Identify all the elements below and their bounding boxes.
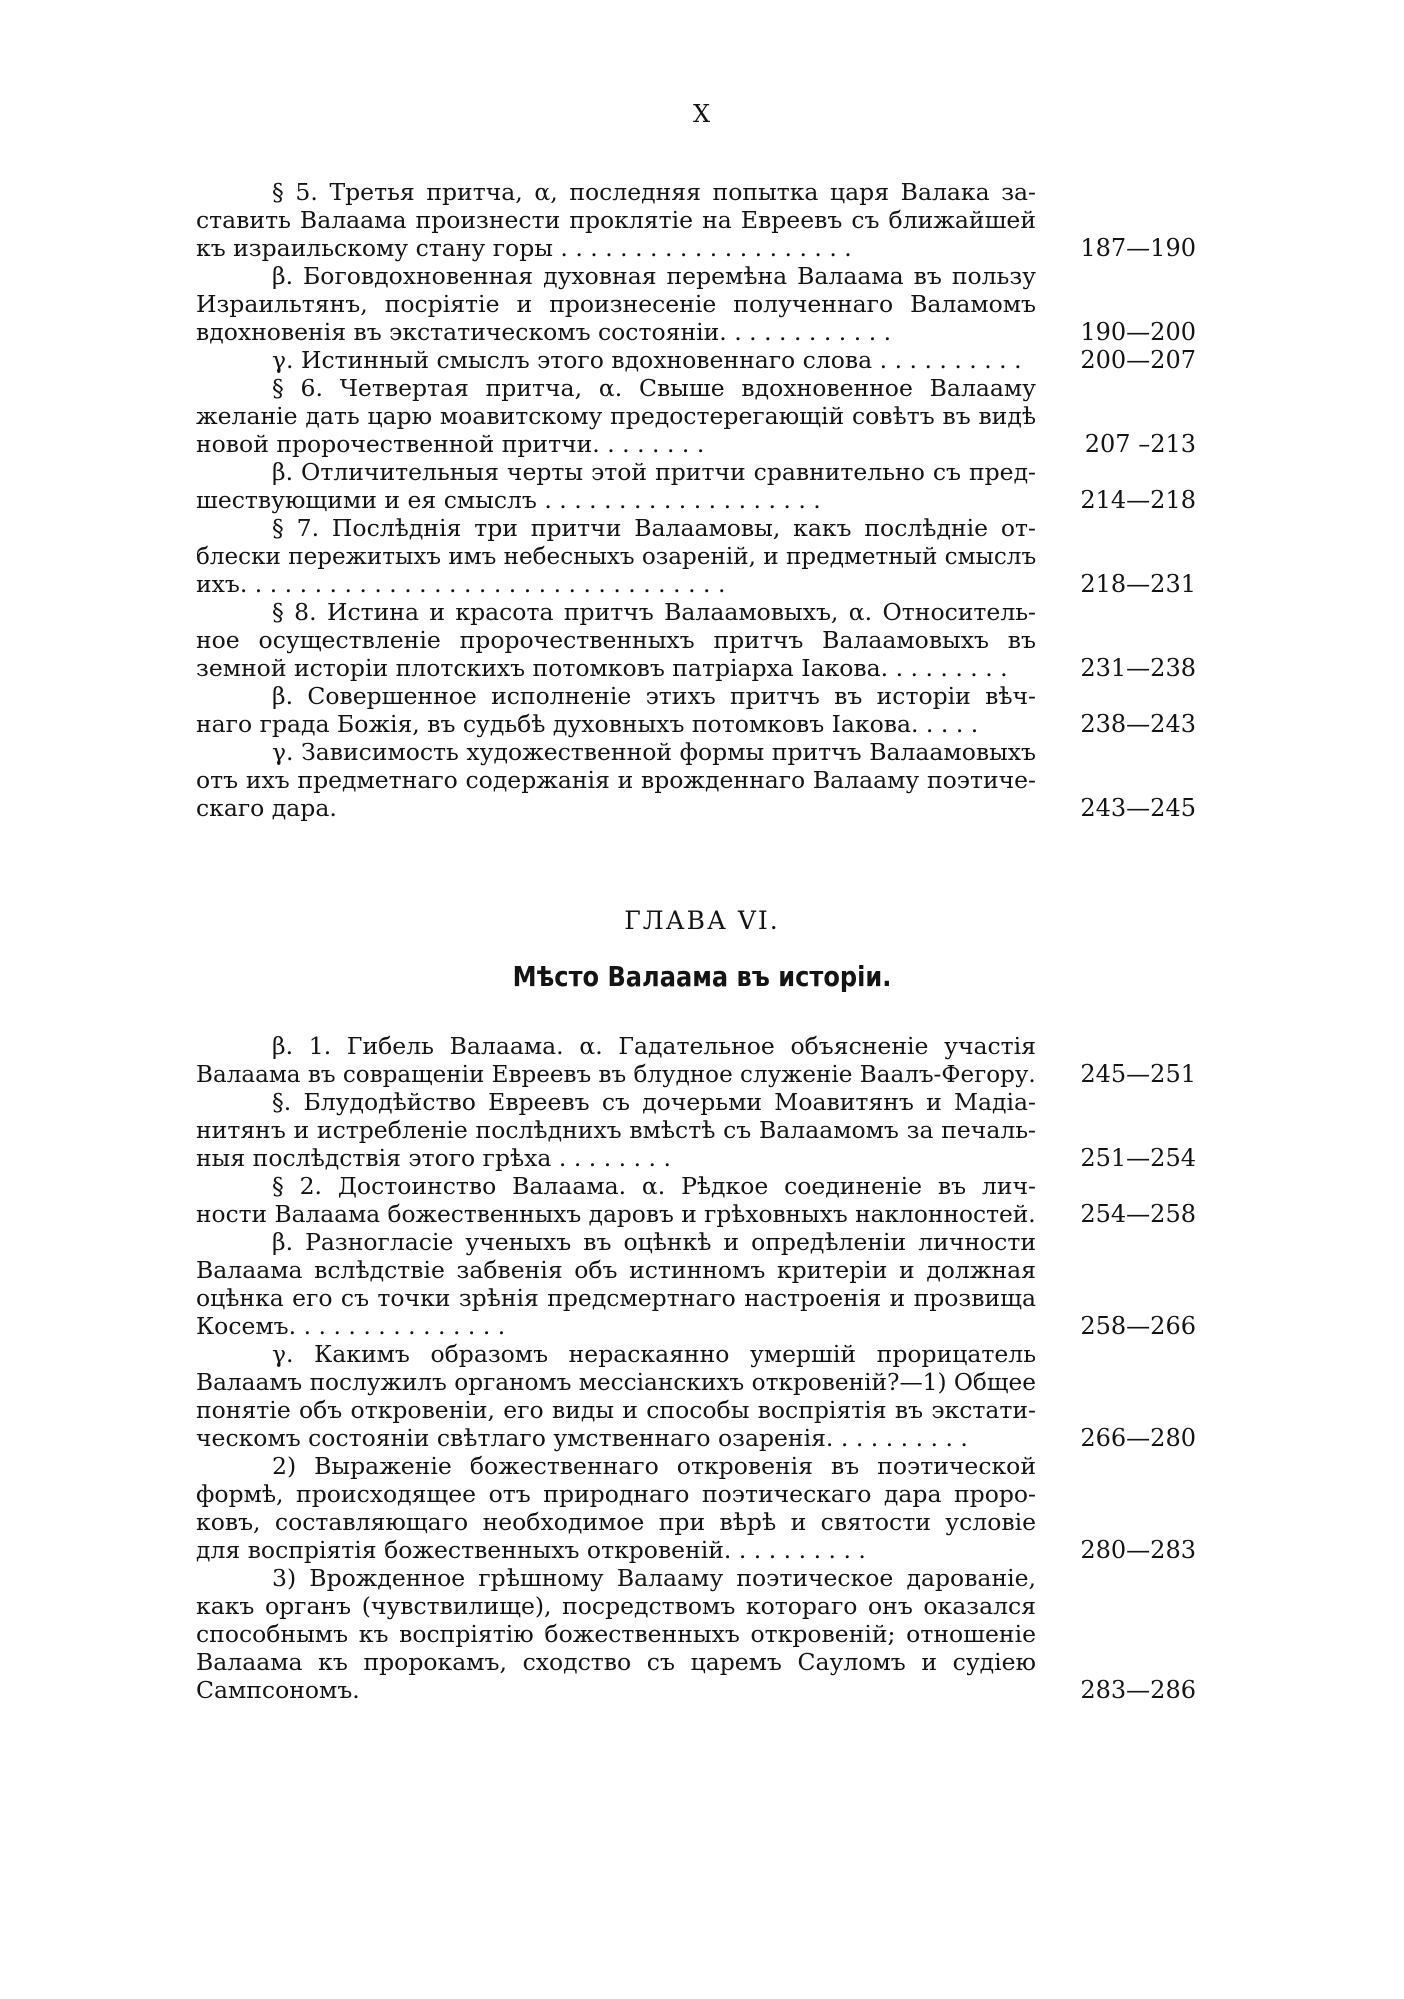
page-range: 243—245: [1080, 794, 1196, 822]
entry-line: земной исторіи плотскихъ потомковъ патріарха Іакова. . . . . . . . .: [196, 654, 1008, 682]
entry-line: ныя послѣдствія этого грѣха . . . . . . . .: [196, 1144, 671, 1172]
entry-line: § 2. Достоинство Валаама. α. Рѣдкое соединеніе въ лич-: [272, 1172, 1036, 1200]
entry-line: Валаама къ пророкамъ, сходство съ царемъ Сауломъ и судіею: [196, 1648, 1036, 1676]
page-range: 207 –213: [1084, 430, 1196, 458]
entry-line: новой пророчественной притчи. . . . . . . .: [196, 430, 705, 458]
entry-line: оцѣнка его съ точки зрѣнія предсмертнаго настроенія и прозвища: [196, 1284, 1036, 1312]
entry-line: формѣ, происходящее отъ природнаго поэтическаго дара проро-: [196, 1480, 1036, 1508]
entry-line: 2) Выраженіе божественнаго откровенія въ поэтической: [272, 1452, 1036, 1480]
entry-line: Валаамъ послужилъ органомъ мессіанскихъ откровеній?—1) Общее: [196, 1368, 1036, 1396]
entry-line: Валаама вслѣдствіе забвенія объ истинномъ критеріи и должная: [196, 1256, 1036, 1284]
entry-line: Валаама въ совращеніи Евреевъ въ блудное служеніе Ваалъ-Фегору.: [196, 1060, 1036, 1088]
entry-line: γ. Какимъ образомъ нераскаянно умершій прорицатель: [272, 1340, 1036, 1368]
entry-line: отъ ихъ предметнаго содержанія и врожденнаго Валааму поэтиче-: [196, 766, 1036, 794]
page-range: 283—286: [1080, 1676, 1196, 1704]
page-range: 231—238: [1080, 654, 1196, 682]
entry-line: β. Совершенное исполненіе этихъ притчъ въ исторіи вѣч-: [272, 682, 1036, 710]
entry-line: скаго дара.: [196, 794, 337, 822]
entry-line: понятіе объ откровеніи, его виды и способы воспріятія въ экстати-: [196, 1396, 1036, 1424]
page-range: 214—218: [1080, 486, 1196, 514]
page-range: 258—266: [1080, 1312, 1196, 1340]
entry-line: желаніе дать царю моавитскому предостерегающій совѣтъ въ видѣ: [196, 402, 1036, 430]
entry-line: нитянъ и истребленіе послѣднихъ вмѣстѣ съ Валаамомъ за печаль-: [196, 1116, 1036, 1144]
entry-line: § 7. Послѣднія три притчи Валаамовы, какъ послѣдніе от-: [272, 514, 1036, 542]
entry-line: 3) Врожденное грѣшному Валааму поэтическое дарованіе,: [272, 1564, 1036, 1592]
entry-line: ставить Валаама произнести проклятіе на Евреевъ съ ближайшей: [196, 206, 1036, 234]
entry-line: β. 1. Гибель Валаама. α. Гадательное объясненіе участія: [272, 1032, 1036, 1060]
entry-line: ное осуществленіе пророчественныхъ притчъ Валаамовыхъ въ: [196, 626, 1036, 654]
entry-line: ности Валаама божественныхъ даровъ и грѣховныхъ наклонностей.: [196, 1200, 1036, 1228]
chapter-subtitle: Мѣсто Валаама въ исторіи.: [512, 960, 892, 993]
entry-line: Израильтянъ, посріятіе и произнесеніе полученнаго Валамомъ: [196, 290, 1036, 318]
entry-line: β. Отличительныя черты этой притчи сравнительно съ пред-: [272, 458, 1036, 486]
entry-line: γ. Зависимость художественной формы притчъ Валаамовыхъ: [272, 738, 1036, 766]
entry-line: для воспріятія божественныхъ откровеній. . . . . . . . . .: [196, 1536, 866, 1564]
entry-line: блески пережитыхъ имъ небесныхъ озареній, и предметный смыслъ: [196, 542, 1037, 570]
entry-line: Сампсономъ.: [196, 1676, 360, 1704]
page-range: 280—283: [1080, 1536, 1196, 1564]
entry-line: къ израильскому стану горы . . . . . . . . . . . . . . . . . . . .: [196, 234, 852, 262]
page-range: 254—258: [1080, 1200, 1196, 1228]
entry-line: § 8. Истина и красота притчъ Валаамовыхъ, α. Относитель-: [272, 598, 1036, 626]
page-range: 245—251: [1080, 1060, 1196, 1088]
entry-line: ихъ. . . . . . . . . . . . . . . . . . . . . . . . . . . . . . . . .: [196, 570, 726, 598]
entry-line: §. Блудодѣйство Евреевъ съ дочерьми Моавитянъ и Мадіа-: [272, 1088, 1036, 1116]
entry-line: шествующими и ея смыслъ . . . . . . . . . . . . . . . . . . .: [196, 486, 821, 514]
entry-line: β. Боговдохновенная духовная перемѣна Валаама въ пользу: [272, 262, 1036, 290]
entry-line: способнымъ къ воспріятію божественныхъ откровеній; отношеніе: [196, 1620, 1036, 1648]
entry-line: ковъ, составляющаго необходимое при вѣрѣ и святости условіе: [196, 1508, 1036, 1536]
page-range: 218—231: [1080, 570, 1196, 598]
page-range: 187—190: [1080, 234, 1196, 262]
page-range: 200—207: [1080, 346, 1196, 374]
entry-line: β. Разногласіе ученыхъ въ оцѣнкѣ и опредѣленіи личности: [272, 1228, 1036, 1256]
entry-line: § 6. Четвертая притча, α. Свыше вдохновенное Валааму: [272, 374, 1036, 402]
page-range: 238—243: [1080, 710, 1196, 738]
entry-line: Косемъ. . . . . . . . . . . . . . .: [196, 1312, 506, 1340]
entry-line: ческомъ состояніи свѣтлаго умственнаго озаренія. . . . . . . . . .: [196, 1424, 968, 1452]
entry-line: наго града Божія, въ судьбѣ духовныхъ потомковъ Іакова. . . . .: [196, 710, 979, 738]
chapter-title: ГЛАВА VI.: [624, 906, 780, 935]
page-range: 251—254: [1080, 1144, 1196, 1172]
page-number: X: [692, 100, 712, 128]
entry-line: какъ органъ (чувствилище), посредствомъ котораго онъ оказался: [196, 1592, 1036, 1620]
entry-line: γ. Истинный смыслъ этого вдохновеннаго слова . . . . . . . . . .: [272, 346, 1022, 374]
entry-line: вдохновенія въ экстатическомъ состояніи. . . . . . . . . . . .: [196, 318, 892, 346]
entry-line: § 5. Третья притча, α, последняя попытка царя Валака за-: [272, 178, 1036, 206]
page-range: 266—280: [1080, 1424, 1196, 1452]
page-range: 190—200: [1080, 318, 1196, 346]
